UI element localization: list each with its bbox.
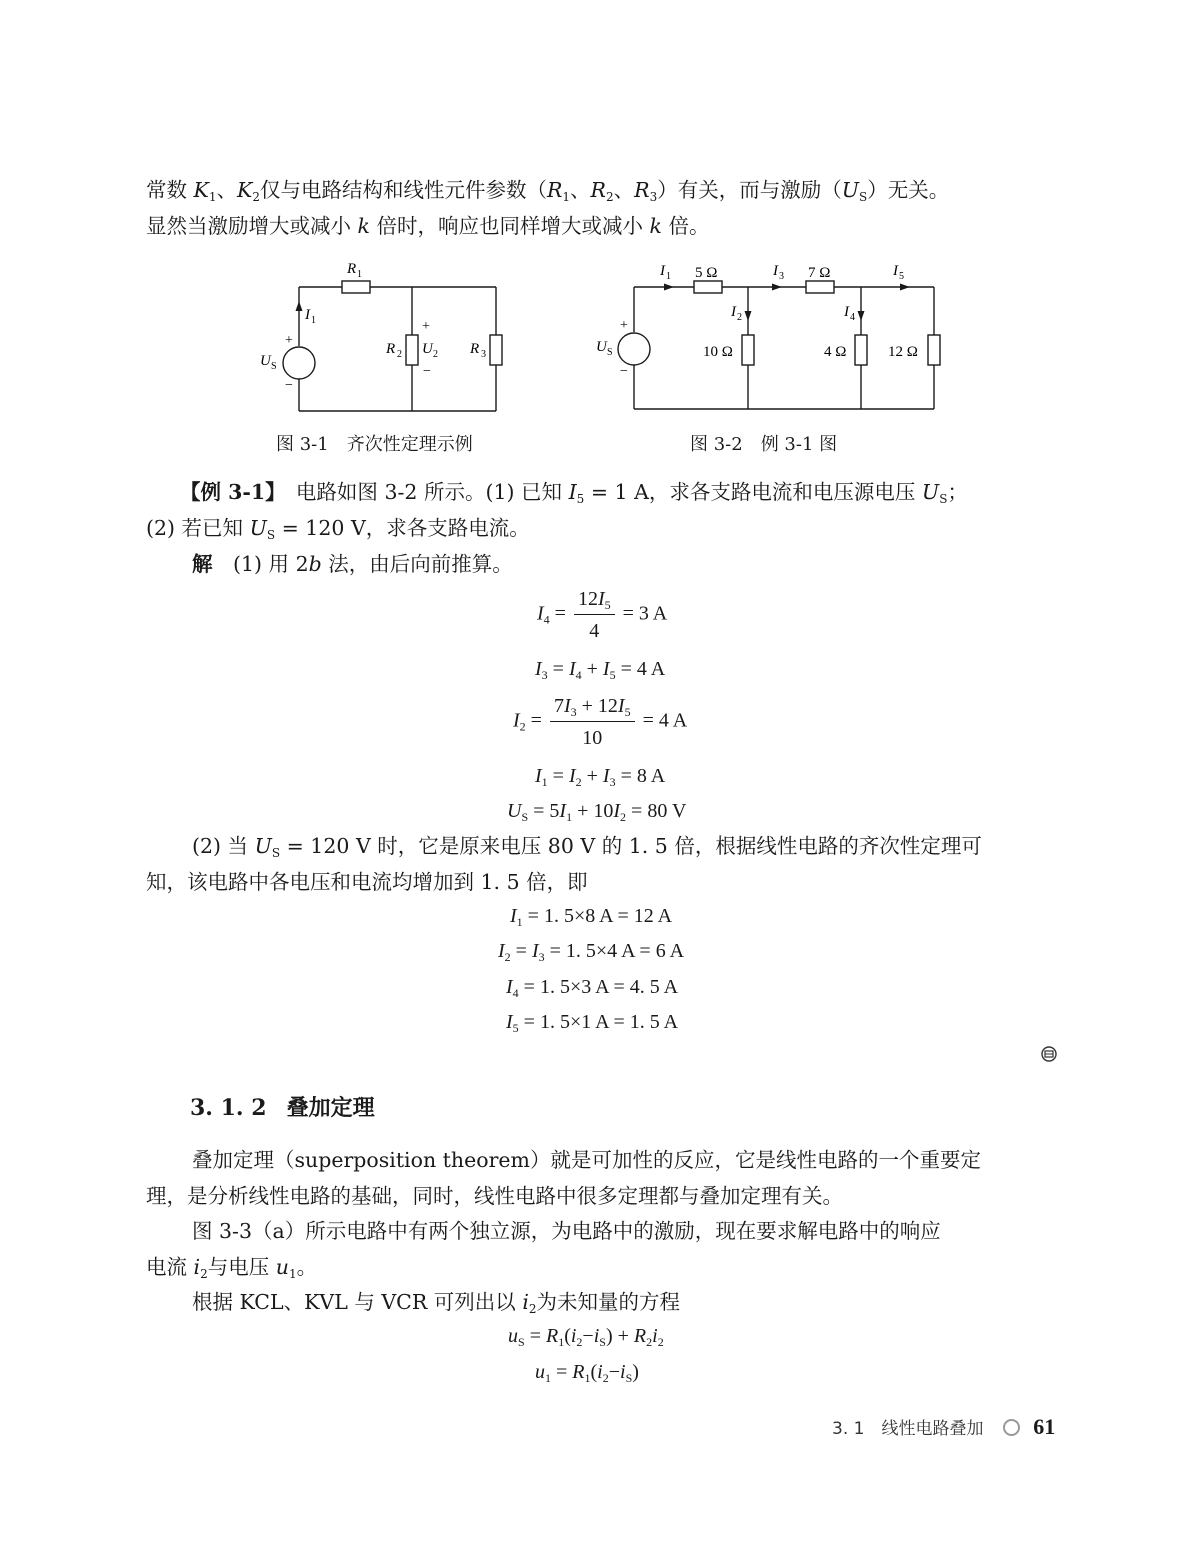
text: = 120 V 时，它是原来电压 80 V 的 1. 5 倍，根据线性电路的齐次性定理可 — [280, 834, 982, 858]
text: ( — [564, 1325, 571, 1347]
text: = 80 V — [626, 800, 687, 822]
label-plus: + — [422, 319, 430, 334]
symbol: I — [613, 800, 621, 822]
text: = 8 A — [615, 765, 666, 787]
label-i2: I — [731, 304, 736, 320]
solution-label: 解 — [192, 552, 213, 576]
paragraph-line — [146, 1253, 317, 1281]
subscript: 2 — [252, 190, 260, 204]
text: 、 — [570, 178, 591, 202]
symbol: I — [537, 602, 544, 625]
arrow-up-icon — [296, 301, 303, 311]
fraction — [550, 693, 635, 751]
subscript: S — [625, 1371, 633, 1385]
text: = 1. 5×4 A = 6 A — [544, 940, 685, 962]
label-us: U — [260, 353, 271, 369]
arrow-right-icon — [664, 284, 674, 291]
symbol: K — [237, 178, 253, 202]
symbol: R — [546, 178, 563, 202]
label-sub: 2 — [433, 349, 438, 360]
label-4-ohm: 4 Ω — [824, 344, 847, 360]
page-footer — [832, 1414, 1055, 1440]
text: 仅与电路结构和线性元件参数（ — [259, 178, 547, 202]
circle-icon — [1003, 1419, 1020, 1436]
text: = — [547, 765, 569, 787]
text: = 4 A — [615, 658, 666, 680]
subscript: 1 — [288, 1267, 297, 1281]
text: ) — [632, 1361, 639, 1383]
equation — [508, 1323, 664, 1349]
label-sub: S — [271, 361, 277, 372]
subscript: 5 — [609, 668, 616, 682]
section-number: 3. 1. 2 — [190, 1095, 267, 1121]
subscript: 1 — [562, 190, 571, 204]
label-plus: + — [620, 318, 628, 333]
figure-caption: 图 3-1 齐次性定理示例 — [276, 434, 473, 455]
arrow-down-icon — [858, 311, 865, 321]
text: 法，由后向前推算。 — [321, 552, 513, 576]
subscript: 4 — [512, 986, 519, 1000]
text: 倍时，响应也同样增大或减小 — [369, 214, 650, 238]
subscript: 4 — [543, 612, 550, 627]
fraction — [574, 586, 615, 644]
label-sub: 1 — [666, 271, 671, 282]
text: ）有关，而与激励（ — [657, 178, 842, 202]
subscript: 2 — [528, 1302, 537, 1316]
paragraph-line — [192, 832, 982, 860]
subscript: 2 — [657, 1335, 664, 1349]
paragraph-line: 理，是分析线性电路的基础，同时，线性电路中很多定理都与叠加定理有关。 — [146, 1184, 843, 1208]
symbol: I — [513, 709, 520, 732]
arrow-right-icon — [772, 284, 782, 291]
label-plus: + — [285, 333, 293, 348]
label-sub: S — [607, 347, 613, 358]
symbol: U — [507, 800, 522, 822]
label-i5: I — [893, 263, 898, 279]
text: + 12 — [576, 695, 618, 717]
text: 与电压 — [207, 1255, 276, 1279]
subscript: 1 — [208, 190, 217, 204]
symbol: I — [531, 940, 539, 962]
equation — [507, 798, 686, 824]
subscript: 1 — [566, 810, 573, 824]
label-r1: R — [347, 261, 357, 277]
subscript: S — [266, 528, 276, 542]
text: (2) 当 — [192, 834, 255, 858]
subscript: 2 — [602, 1371, 609, 1385]
label-5-ohm: 5 Ω — [695, 265, 718, 281]
label-sub: 5 — [899, 271, 904, 282]
text: = 5 — [528, 800, 560, 822]
symbol: b — [308, 552, 322, 576]
text: 、 — [216, 178, 237, 202]
symbol: U — [841, 178, 859, 202]
text: 根据 KCL、KVL 与 VCR 可列出以 — [192, 1290, 523, 1314]
numerator — [550, 693, 635, 722]
subscript: 2 — [200, 1267, 208, 1281]
label-i1: I — [305, 307, 310, 323]
paragraph-line — [180, 478, 968, 506]
subscript: 2 — [620, 810, 627, 824]
text: = 1. 5×3 A = 4. 5 A — [518, 976, 679, 998]
text: ； — [947, 480, 968, 504]
subscript: 5 — [604, 598, 611, 612]
text: = 3 A — [617, 602, 668, 625]
label-minus: − — [620, 364, 628, 379]
symbol: R — [545, 1325, 559, 1347]
text: = 4 A — [637, 709, 688, 732]
label-sub: 1 — [357, 269, 362, 280]
section-heading — [190, 1093, 375, 1123]
symbol: u — [275, 1255, 289, 1279]
subscript: S — [271, 846, 281, 860]
text: = 1. 5×8 A = 12 A — [522, 905, 673, 927]
paragraph-line: 叠加定理（superposition theorem）就是可加性的反应，它是线性电路的一个重要定 — [192, 1148, 981, 1172]
example-tag: 【例 3-1】 — [180, 480, 276, 504]
subscript: 3 — [609, 775, 616, 789]
symbol: R — [633, 1325, 647, 1347]
label-sub: 3 — [779, 271, 784, 282]
subscript: 2 — [646, 1335, 653, 1349]
equation — [510, 903, 672, 929]
symbol: I — [510, 905, 517, 927]
symbol: I — [617, 695, 625, 717]
text: (1) 用 2 — [212, 552, 309, 576]
text: (2) 若已知 — [146, 516, 250, 540]
page-number: 61 — [1033, 1414, 1056, 1439]
subscript: 1 — [584, 1371, 591, 1385]
paragraph-line — [146, 176, 949, 204]
end-marker-icon — [1040, 1045, 1058, 1063]
label-r2: R — [386, 341, 396, 357]
text: 倍。 — [661, 214, 710, 238]
subscript: 5 — [512, 1021, 519, 1035]
symbol: i — [522, 1290, 529, 1314]
text: ) + — [605, 1325, 634, 1347]
text: 显然当激励增大或减小 — [146, 214, 358, 238]
symbol: I — [602, 765, 610, 787]
text: − — [608, 1361, 621, 1383]
text: = — [547, 658, 569, 680]
label-sub: 1 — [311, 315, 316, 326]
symbol: i — [597, 1361, 603, 1383]
equation: $I_2$ = $\frac{7I_3 + 12I_5}{10}$ = 4 A — [513, 695, 688, 749]
label-i4: I — [844, 304, 849, 320]
text: 、 — [613, 178, 635, 202]
subscript: 3 — [541, 668, 548, 682]
symbol: I — [568, 658, 576, 680]
symbol: I — [568, 480, 577, 504]
symbol: I — [559, 800, 567, 822]
equation: $I_4$ = $\frac{12I_5}{4}$ = 3 A — [537, 588, 668, 642]
symbol: R — [590, 178, 606, 202]
text: 电路如图 3-2 所示。(1) 已知 — [275, 480, 569, 504]
symbol: U — [254, 834, 272, 858]
section-title: 叠加定理 — [286, 1095, 375, 1121]
label-r3: R — [470, 341, 480, 357]
label-i1: I — [660, 263, 665, 279]
equation — [506, 1009, 678, 1035]
numerator — [574, 586, 615, 615]
paragraph-line — [192, 550, 513, 578]
symbol: I — [506, 976, 513, 998]
text: 常数 — [146, 178, 194, 202]
equation — [506, 974, 678, 1000]
symbol: R — [634, 178, 650, 202]
label-sub: 2 — [737, 312, 742, 323]
subscript: 5 — [624, 705, 631, 719]
text: = 1. 5×1 A = 1. 5 A — [518, 1011, 679, 1033]
symbol: I — [506, 1011, 513, 1033]
label-minus: − — [285, 378, 293, 393]
label-minus: − — [423, 364, 431, 379]
symbol: I — [563, 695, 571, 717]
text: 7 — [553, 695, 564, 717]
text: 为未知量的方程 — [536, 1290, 681, 1314]
subscript: S — [939, 492, 948, 506]
text: = — [551, 1361, 573, 1383]
subscript: 2 — [576, 1335, 583, 1349]
symbol: I — [535, 765, 542, 787]
subscript: S — [858, 190, 868, 204]
subscript: 3 — [538, 950, 545, 964]
text: + — [581, 765, 603, 787]
equation — [535, 763, 665, 789]
paragraph-line — [146, 514, 530, 542]
text: − — [582, 1325, 594, 1347]
circuit-figure-3-1 — [250, 255, 520, 425]
label-7-ohm: 7 Ω — [808, 265, 831, 281]
subscript: 1 — [545, 1371, 551, 1385]
label-sub: 2 — [397, 349, 402, 360]
symbol: U — [249, 516, 267, 540]
label-sub: 3 — [481, 349, 486, 360]
subscript: S — [518, 1335, 525, 1349]
label-u2: U — [422, 341, 433, 357]
subscript: 2 — [605, 190, 614, 204]
text: 。 — [296, 1255, 318, 1279]
text: = — [524, 1325, 546, 1347]
text: 电流 — [146, 1255, 194, 1279]
paragraph-line — [146, 212, 709, 240]
text: + — [581, 658, 603, 680]
subscript: 1 — [541, 775, 548, 789]
label-i3: I — [773, 263, 778, 279]
symbol: i — [620, 1361, 626, 1383]
paragraph-line: 图 3-3（a）所示电路中有两个独立源，为电路中的激励，现在要求解电路中的响应 — [192, 1219, 941, 1243]
equation — [535, 1359, 639, 1385]
symbol: I — [602, 658, 610, 680]
symbol: K — [193, 178, 209, 202]
subscript: 2 — [575, 775, 582, 789]
denominator: 4 — [589, 620, 600, 642]
subscript: 3 — [570, 705, 577, 719]
subscript: 1 — [516, 915, 523, 929]
symbol: I — [535, 658, 542, 680]
label-sub: 4 — [850, 312, 855, 323]
symbol: i — [193, 1255, 201, 1279]
figure-caption: 图 3-2 例 3-1 图 — [690, 434, 838, 455]
text: = 1 A，求各支路电流和电压源电压 — [584, 480, 922, 504]
subscript: 4 — [575, 668, 582, 682]
text: = 120 V，求各支路电流。 — [275, 516, 530, 540]
arrow-right-icon — [900, 284, 910, 291]
footer-section: 3. 1 线性电路叠加 — [832, 1419, 984, 1439]
symbol: I — [568, 765, 576, 787]
circuit-figure-3-2 — [590, 255, 950, 425]
text: = — [510, 940, 532, 962]
subscript: 2 — [519, 719, 526, 734]
label-us: U — [596, 339, 607, 355]
subscript: S — [599, 1335, 606, 1349]
symbol: U — [921, 480, 940, 504]
text: ）无关。 — [867, 178, 950, 202]
symbol: k — [649, 214, 662, 238]
label-12-ohm: 12 Ω — [888, 344, 918, 360]
subscript: 2 — [504, 950, 511, 964]
symbol: k — [357, 214, 370, 238]
paragraph-line: 知，该电路中各电压和电流均增加到 1. 5 倍，即 — [146, 870, 588, 894]
subscript: 1 — [558, 1335, 565, 1349]
symbol: I — [498, 940, 505, 962]
text: 12 — [577, 588, 598, 610]
subscript: S — [521, 810, 529, 824]
symbol: R — [572, 1361, 585, 1383]
text: ( — [590, 1361, 598, 1383]
symbol: i — [652, 1325, 658, 1347]
paragraph-line — [192, 1288, 680, 1316]
label-10-ohm: 10 Ω — [703, 344, 733, 360]
symbol: I — [597, 588, 605, 610]
text: + 10 — [572, 800, 614, 822]
equation — [498, 938, 684, 964]
symbol: i — [570, 1325, 577, 1347]
arrow-down-icon — [745, 311, 752, 321]
subscript: 3 — [649, 190, 658, 204]
symbol: i — [593, 1325, 600, 1347]
symbol: u — [535, 1361, 545, 1383]
denominator: 10 — [582, 727, 603, 749]
subscript: 5 — [576, 492, 585, 506]
equation — [535, 656, 665, 682]
symbol: u — [508, 1325, 518, 1347]
